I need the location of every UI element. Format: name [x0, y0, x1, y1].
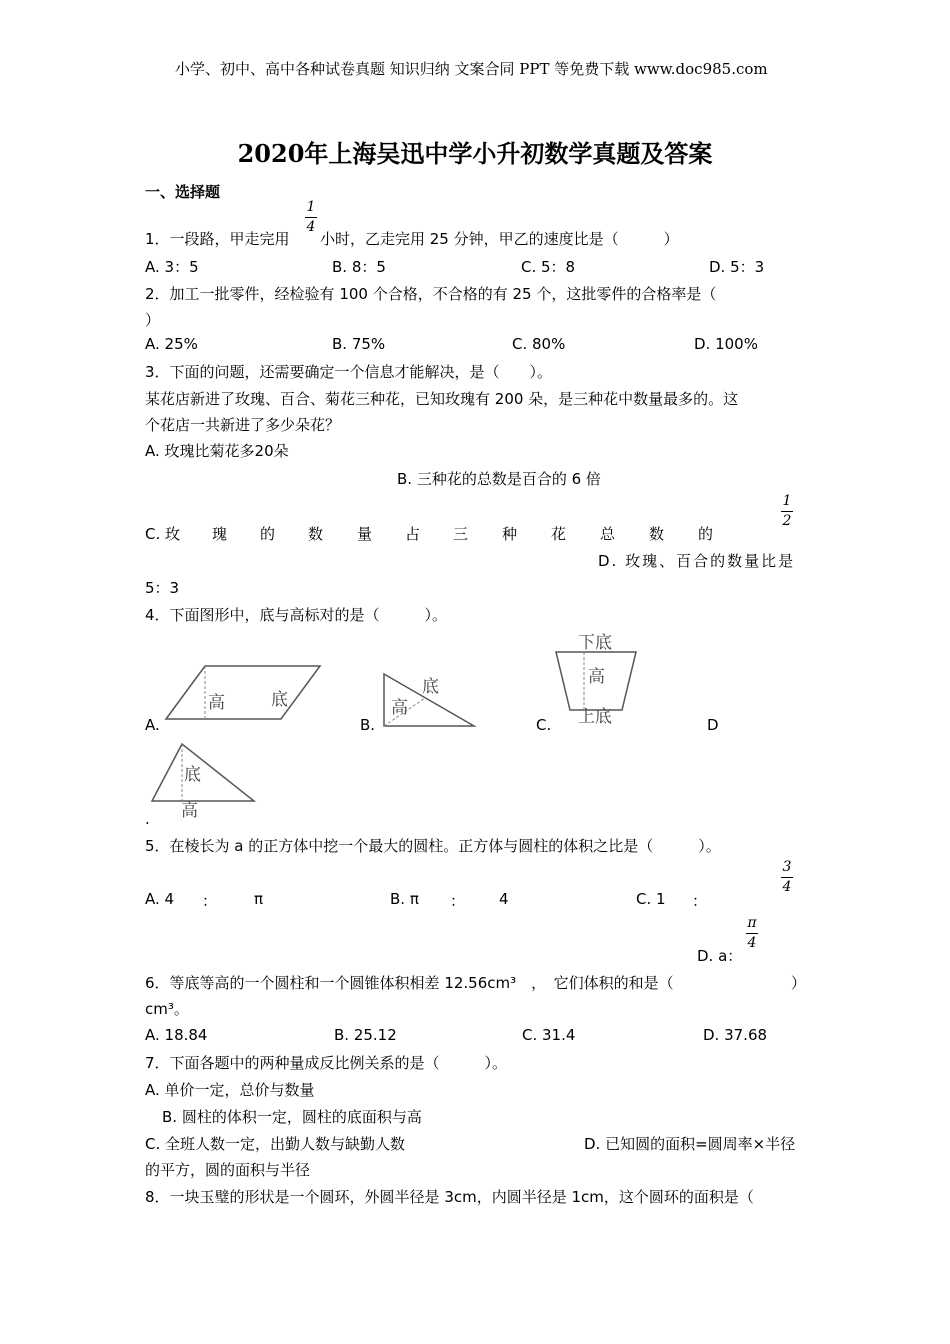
- triangle-shape: [152, 744, 254, 801]
- figure-d-label-height: 高: [181, 801, 198, 820]
- question-2-option-a[interactable]: A. 25%: [145, 335, 198, 353]
- question-1-option-c[interactable]: C. 5：8: [521, 258, 576, 276]
- question-6-option-b[interactable]: B. 25.12: [334, 1026, 397, 1044]
- question-2-option-d[interactable]: D. 100%: [694, 335, 758, 353]
- option-part: ：: [692, 892, 708, 910]
- fraction-numerator: π: [747, 915, 757, 931]
- figure-d-triangle: [148, 738, 258, 820]
- option-part: ：: [450, 892, 466, 910]
- question-2-stem-line-2: ）: [145, 311, 161, 329]
- option-c-char: 三: [453, 525, 469, 543]
- option-c-char: 数: [308, 525, 324, 543]
- question-3-option-d[interactable]: D. 玫瑰、百合的数量比是: [598, 552, 796, 570]
- option-c-char: 量: [357, 525, 373, 543]
- fraction-numerator: 1: [782, 493, 792, 509]
- option-c-char: 的: [698, 525, 714, 543]
- option-part: C. 1: [636, 890, 666, 908]
- option-d-fraction: [743, 916, 761, 951]
- question-3-option-b[interactable]: B. 三种花的总数是百合的 6 倍: [397, 470, 601, 488]
- fraction-denominator: 2: [782, 513, 792, 529]
- option-c-fraction: [778, 860, 796, 895]
- option-c-char: 瑰: [212, 525, 228, 543]
- option-part: D. a：: [697, 947, 743, 965]
- question-7-option-a[interactable]: A. 单价一定，总价与数量: [145, 1081, 315, 1099]
- page-header: 小学、初中、高中各种试卷真题 知识归纳 文案合同 PPT 等免费下载 www.doc985.com: [175, 60, 768, 78]
- figure-a-label-height: 高: [208, 693, 225, 713]
- question-1-option-d[interactable]: D. 5：3: [709, 258, 765, 276]
- question-3-option-d-tail: 5：3: [145, 579, 180, 597]
- question-6-stem-line-2: cm³。: [145, 1000, 189, 1018]
- option-part: 4: [499, 890, 509, 908]
- question-1-option-b[interactable]: B. 8：5: [332, 258, 386, 276]
- figure-b-label-height: 高: [391, 698, 408, 718]
- option-part: π: [254, 890, 264, 908]
- option-c-char: 数: [649, 525, 665, 543]
- figure-c-label-bottom: 上底: [578, 707, 612, 726]
- question-6-option-a[interactable]: A. 18.84: [145, 1026, 208, 1044]
- question-2-option-b[interactable]: B. 75%: [332, 335, 386, 353]
- fraction-denominator: 4: [782, 879, 792, 895]
- figure-a-label-base: 底: [271, 690, 288, 710]
- figure-c-trapezoid: [552, 630, 638, 726]
- question-6-stem-line-1-end: ）: [791, 974, 807, 992]
- question-3-stem: 3．下面的问题，还需要确定一个信息才能解决，是（ ）。: [145, 363, 553, 381]
- fraction-numerator: 3: [782, 859, 792, 875]
- question-3-option-a[interactable]: A. 玫瑰比菊花多20朵: [145, 442, 289, 460]
- question-4-option-b[interactable]: B.: [360, 716, 376, 734]
- question-1-option-a[interactable]: A. 3：5: [145, 258, 199, 276]
- fraction-denominator: 4: [747, 935, 757, 951]
- section-heading: 一、选择题: [145, 183, 221, 201]
- option-c-char: 花: [551, 525, 567, 543]
- option-c-char: 占: [405, 525, 421, 543]
- page-title: 2020年上海吴迅中学小升初数学真题及答案: [237, 139, 713, 168]
- question-6-option-c[interactable]: C. 31.4: [522, 1026, 576, 1044]
- fraction-denominator: 4: [306, 219, 316, 235]
- figure-b-label-base: 底: [422, 677, 439, 697]
- question-4-option-a[interactable]: A.: [145, 716, 160, 734]
- question-7-option-c[interactable]: C. 全班人数一定，出勤人数与缺勤人数: [145, 1135, 406, 1153]
- question-4-stem: 4．下面图形中，底与高标对的是（ ）。: [145, 606, 448, 624]
- question-4-option-c[interactable]: C.: [536, 716, 552, 734]
- question-2-stem-line-1: 2．加工一批零件，经检验有 100 个合格，不合格的有 25 个，这批零件的合格率是（: [145, 285, 717, 303]
- question-3-text-line-2: 个花店一共新进了多少朵花？: [145, 416, 341, 434]
- question-8-stem: 8．一块玉璧的形状是一个圆环，外圆半径是 3cm，内圆半径是 1cm，这个圆环的面积是（: [145, 1188, 754, 1206]
- question-6-option-d[interactable]: D. 37.68: [703, 1026, 768, 1044]
- question-1-fraction: [302, 200, 320, 235]
- question-4-option-d[interactable]: D: [707, 716, 719, 734]
- question-4-dot: .: [145, 810, 150, 828]
- option-part: A. 4: [145, 890, 175, 908]
- option-part: ：: [202, 892, 218, 910]
- option-c-fraction: [778, 494, 796, 529]
- fraction-numerator: 1: [306, 199, 316, 215]
- question-1-stem-a: 1．一段路，甲走完用: [145, 230, 290, 248]
- figure-c-label-top: 下底: [578, 633, 612, 653]
- question-1-stem-b: 小时，乙走完用 25 分钟，甲乙的速度比是（ ）: [320, 230, 679, 248]
- question-7-option-b[interactable]: B. 圆柱的体积一定，圆柱的底面积与高: [162, 1108, 422, 1126]
- option-c-char: 种: [502, 525, 518, 543]
- figure-c-label-height: 高: [588, 667, 605, 687]
- parallelogram-shape: [166, 666, 320, 719]
- question-3-text-line-1: 某花店新进了玫瑰、百合、菊花三种花，已知玫瑰有 200 朵，是三种花中数量最多的。这: [145, 390, 739, 408]
- option-c-char: 的: [260, 525, 276, 543]
- figure-a-parallelogram: [160, 660, 325, 726]
- option-part: B. π: [390, 890, 419, 908]
- option-c-char: 总: [600, 525, 616, 543]
- figure-d-label-base: 底: [184, 765, 201, 785]
- figure-b-triangle: [378, 668, 478, 730]
- question-2-option-c[interactable]: C. 80%: [512, 335, 566, 353]
- question-7-stem: 7．下面各题中的两种量成反比例关系的是（ ）。: [145, 1054, 508, 1072]
- option-c-char: C. 玫: [145, 525, 181, 543]
- question-7-option-d[interactable]: D. 已知圆的面积=圆周率×半径: [584, 1135, 796, 1153]
- question-6-stem-line-1: 6．等底等高的一个圆柱和一个圆锥体积相差 12.56cm³ ， 它们体积的和是（: [145, 974, 674, 992]
- question-5-stem: 5．在棱长为 a 的正方体中挖一个最大的圆柱。正方体与圆柱的体积之比是（ ）。: [145, 837, 721, 855]
- question-7-option-d-tail: 的平方，圆的面积与半径: [145, 1161, 311, 1179]
